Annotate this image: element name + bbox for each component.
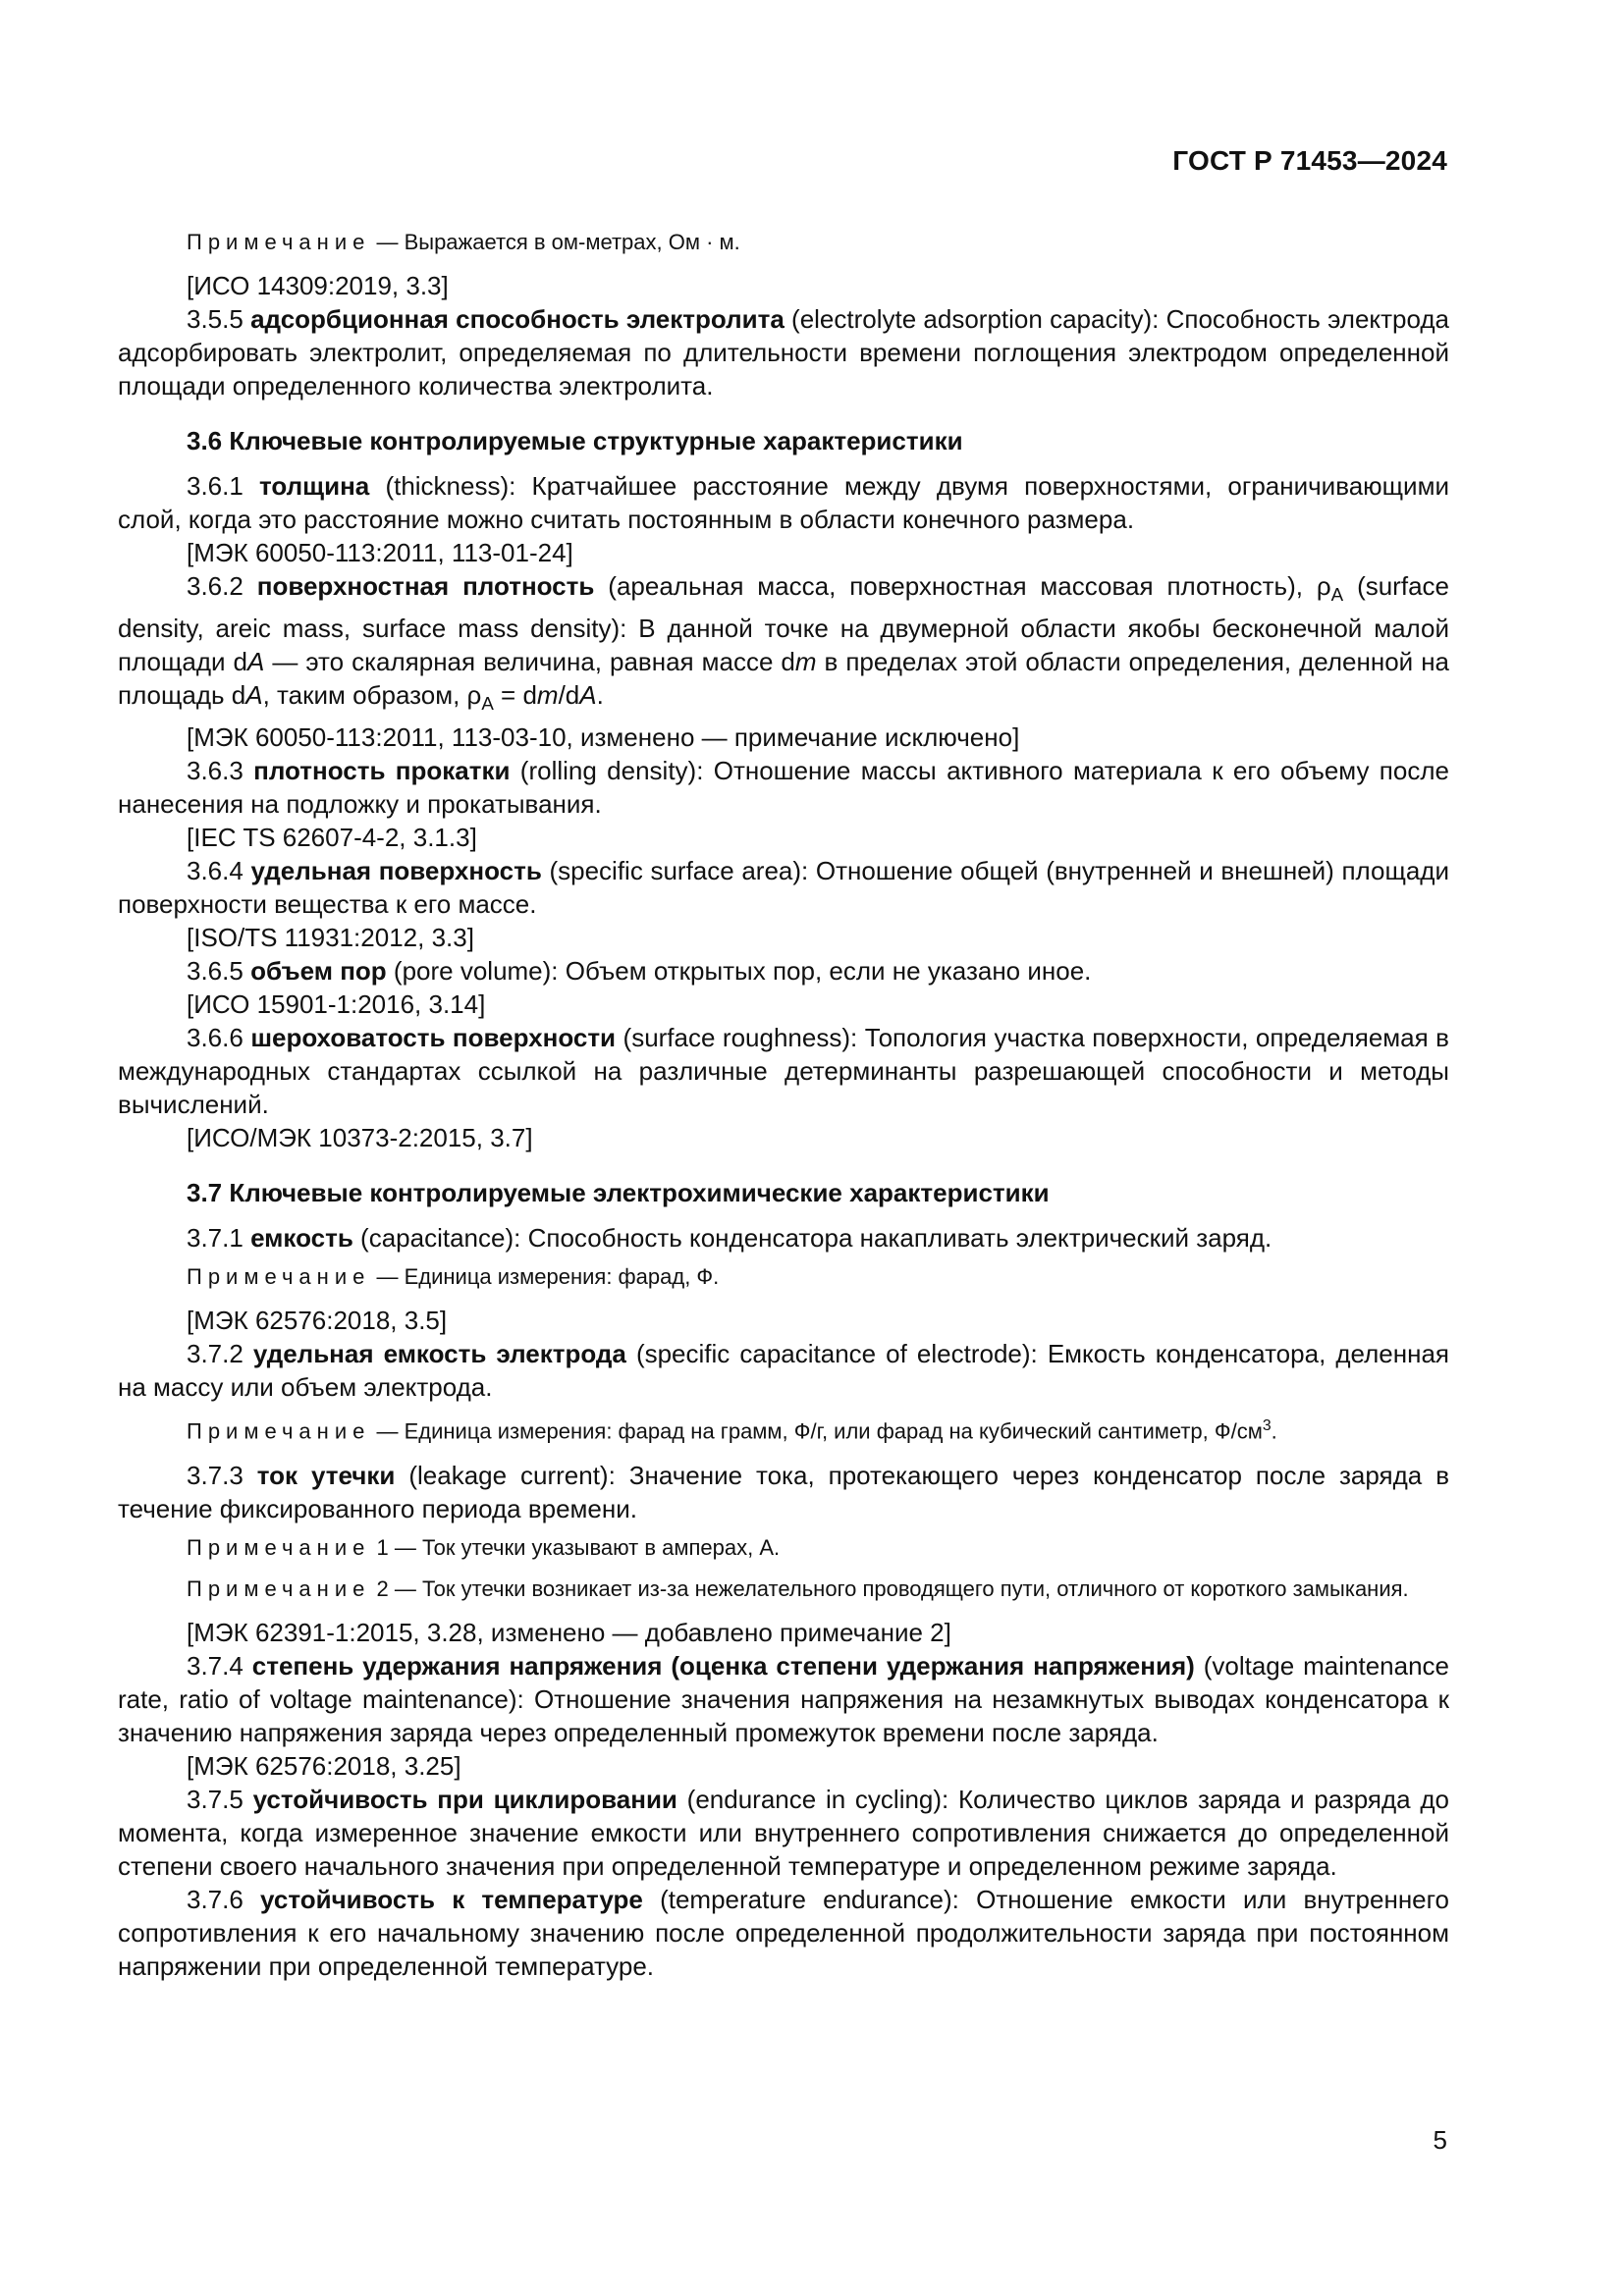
term-name: удельная емкость электрода [252, 1339, 626, 1369]
page-number: 5 [1433, 2125, 1447, 2155]
term-3-7-1: 3.7.1 емкость (capacitance): Способность конденсатора накапливать электрический заряд. [187, 1223, 1272, 1254]
term-name: степень удержания напряжения (оценка степени удержания напряжения) [251, 1650, 1195, 1681]
term-name: шероховатость поверхности [250, 1023, 617, 1053]
term-3-6-5: 3.6.5 объем пор (pore volume): Объем открытых пор, если не указано иное. [187, 956, 1092, 987]
term-3-7-3: 3.7.3 ток утечки (leakage current): Значение тока, протекающего через конденсатор после заряда в течение фиксированного периода времени. [118, 1460, 1449, 1523]
reference: [ИСО 15901-1:2016, 3.14] [187, 989, 486, 1020]
term-3-6-6: 3.6.6 шероховатость поверхности (surface roughness): Топология участка поверхности, определяемая в международных стандартах ссылкой на различные детерминанты разрешающей способности и методы вычислений. [118, 1023, 1449, 1120]
term-3-7-6: 3.7.6 устойчивость к температуре (temperature endurance): Отношение емкости или внутреннего сопротивления к его начальному значению после определенной продолжительности заряда при постоянном напряжении при определенной температуре. [118, 1884, 1450, 1981]
term-name: устойчивость к температуре [260, 1884, 643, 1914]
term-name: толщина [259, 471, 370, 501]
note-label: Примечание [187, 230, 371, 254]
reference: [МЭК 62576:2018, 3.5] [187, 1306, 448, 1336]
document-id: ГОСТ Р 71453—2024 [1172, 145, 1447, 176]
reference: [МЭК 62576:2018, 3.25] [187, 1750, 461, 1781]
note: Примечание — Единица измерения: фарад на грамм, Ф/г, или фарад на кубический сантиметр, $Ф/см^3$. [187, 1417, 1277, 1444]
reference: [ИСО/МЭК 10373-2:2015, 3.7] [187, 1123, 533, 1153]
term-name: адсорбционная способность электролита [250, 304, 785, 334]
term-3-7-2: 3.7.2 удельная емкость электрода (specific capacitance of electrode): Емкость конденсатора, деленная на массу или объем электрода. [118, 1339, 1450, 1403]
note: Примечание — Выражается в ом-метрах, Ом · м. [187, 230, 740, 254]
term-3-6-4: 3.6.4 удельная поверхность (specific surface area): Отношение общей (внутренней и внешней) площади поверхности вещества к его массе. [118, 856, 1450, 920]
reference: [ИСО 14309:2019, 3.3] [187, 271, 449, 300]
note: Примечание 2 — Ток утечки возникает из-за нежелательного проводящего пути, отличного от короткого замыкания. [187, 1575, 1409, 1601]
term-name: плотность прокатки [253, 756, 511, 786]
reference: [МЭК 60050-113:2011, 113-03-10, изменено — примечание исключено] [187, 722, 1020, 753]
page-content [118, 220, 1449, 1983]
term-name: объем пор [250, 956, 387, 987]
section-heading-3-7: 3.7 Ключевые контролируемые электрохимические характеристики [187, 1178, 1050, 1208]
section-heading-3-6: 3.6 Ключевые контролируемые структурные характеристики [187, 426, 963, 455]
term-3-7-4: 3.7.4 степень удержания напряжения (оценка степени удержания напряжения) (voltage maintenance rate, ratio of voltage maintenance): Отношение значения напряжения на незамкнутых выводах конденсатора к значению напряжения заряда через определенный промежуток времени после заряда. [118, 1650, 1450, 1747]
term-name: удельная поверхность [250, 856, 542, 886]
reference: [ISO/TS 11931:2012, 3.3] [187, 923, 474, 953]
term-3-6-2: 3.6.2 поверхностная плотность (ареальная масса, поверхностная массовая плотность), $\rho_A$ (surface density, areic mass, surface mass density): В данной точке на двумерной области якобы бесконечной малой площади dA — это скалярная величина, равная массе dm в пределах этой области определения, деленной на площадь dA, таким образом, $\rho_A = dm/dA$. [118, 571, 1450, 715]
term-3-6-3: 3.6.3 плотность прокатки (rolling density): Отношение массы активного материала к его объему после нанесения на подложку и прокатывания. [118, 756, 1449, 820]
note: Примечание 1 — Ток утечки указывают в амперах, А. [187, 1534, 781, 1560]
term-3-6-1: 3.6.1 толщина (thickness): Кратчайшее расстояние между двумя поверхностями, ограничивающими слой, когда это расстояние можно считать постоянным в области конечного размера. [118, 471, 1449, 534]
term-name: емкость [250, 1223, 353, 1254]
reference: [IEC TS 62607-4-2, 3.1.3] [187, 823, 477, 853]
term-name: устойчивость при циклировании [252, 1784, 677, 1814]
term-name: ток утечки [256, 1460, 396, 1490]
reference: [МЭК 62391-1:2015, 3.28, изменено — добавлено примечание 2] [187, 1617, 951, 1647]
term-name: поверхностная плотность [256, 571, 595, 601]
term-3-7-5: 3.7.5 устойчивость при циклировании (endurance in cycling): Количество циклов заряда и разряда до момента, когда измеренное значение емкости или внутреннего сопротивления снижается до определенной степени своего начального значения при определенной температуре и определенном режиме заряда. [118, 1784, 1450, 1881]
reference: [МЭК 60050-113:2011, 113-01-24] [187, 538, 573, 567]
term-3-5-5: 3.5.5 адсорбционная способность электролита (electrolyte adsorption capacity): Способность электрода адсорбировать электролит, определяемая по длительности времени поглощения электродом определенной площади определенного количества электролита. [118, 304, 1449, 400]
note: Примечание — Единица измерения: фарад, Ф. [187, 1264, 720, 1290]
